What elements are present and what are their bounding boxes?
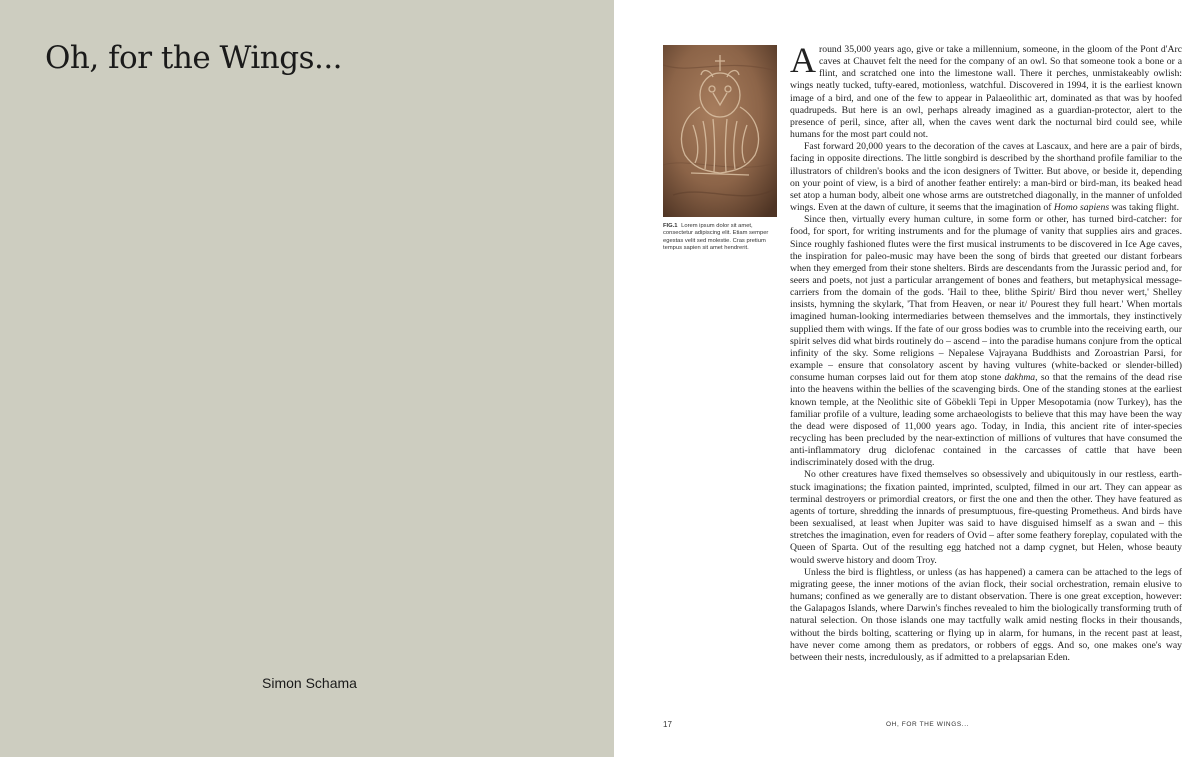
right-page: [614, 0, 1200, 757]
figure-label: FIG.1: [663, 223, 678, 229]
paragraph-3-text-b: so that the remains of the dead rise into the heavens within the bellies of the scavenging birds. One of the standing stones at the earliest known temple, at the Neolithic site of Göbekli Tepi in Upper Mesopotamia (now Turkey), has the familiar profile of a vulture, leading some archaeologists to believe that this may have been the way the dead were disposed of 11,000 years ago. Today, in India, this ancient rite of inter-species recycling has been precluded by the near-extinction of millions of vultures that have consumed the anti-inflammatory drug diclofenac contained in the carcasses of cattle that have been indiscriminately dosed with the drug.: [790, 372, 1182, 469]
cave-owl-engraving-image: [663, 45, 777, 217]
figure: [663, 45, 777, 253]
paragraph-3-italic: dakhma,: [1004, 372, 1038, 384]
drop-cap: A: [790, 40, 816, 80]
article-body: [790, 40, 1182, 664]
chapter-title: Oh, for the Wings...: [45, 40, 343, 76]
figure-caption-text: Lorem ipsum dolor sit amet, consectetur adipiscing elit. Etiam semper egestas velit sed molestie. Cras pretium tempus sapien sit amet hendrerit.: [663, 223, 769, 252]
figure-caption: [663, 223, 777, 253]
page-number: 17: [663, 720, 672, 729]
paragraph-3-text-a: Since then, virtually every human culture, in some form or other, has turned bird-catcher: for food, for sport, for writing instruments and for the plumage of vanity that supplies airs and graces. Since roughly fashioned flutes were the first musical instruments to be discovered in Ice Age caves, the inspiration for paleo-music may have been the song of birds that greeted our distant forbears when they emerged from their stone shelters. Birds are descendants from the Jurassic period and, for seers and poets, not just a particular arrangement of bones and feathers, but metaphysical message-carriers from the domain of the gods. 'Hail to thee, blithe Spirit/ Bird thou never wert,' Shelley insists, hymning the skylark, 'That from Heaven, or near it/ Pourest they full heart.' When mortals imagined human-looking intermediaries between themselves and the immortals, they instinctively supplied them with wings. If the fate of our gross bodies was to crumble into the receiving earth, our spirit selves did what birds routinely do – ascend – into the paradise humans conjure from the optical infinity of the sky. Some religions – Nepalese Vajrayana Buddhists and Zoroastrian Parsi, for example – ensure that consolatory ascent by having vultures (white-backed or slender-billed) consume human corpses laid out for them atop stone: [790, 214, 1182, 384]
paragraph-4: No other creatures have fixed themselves so obsessively and ubiquitously in our restless, earth-stuck imaginations; the fixation painted, imprinted, sculpted, filmed in our art. They can appear as terminal destroyers or primordial creators, or first the one and then the other. They have featured as agents of torture, shredding the innards of presumptuous, fire-questing Prometheus. And birds have been sexualised, at least when Jupiter was said to have disguised himself as a swan and – this stretches the imagination, even for readers of Ovid – after some feathery foreplay, copulated with the Queen of Sparta. Out of the resulting egg hatched not a damp cygnet, but Helen, whose beauty would swerve history and doom Troy.: [790, 469, 1182, 566]
author-name: Simon Schama: [262, 675, 357, 691]
paragraph-2-italic: Homo sapiens: [1053, 202, 1110, 214]
paragraph-3: [790, 214, 1182, 469]
paragraph-1-text: round 35,000 years ago, give or take a millennium, someone, in the gloom of the Pont d'Arc caves at Chauvet felt the need for the company of an owl. So that someone took a bone or a flint, and scratched one into the limestone wall. There it perches, unmistakeably owlish: wings neatly tucked, tufty-eared, motionless, watchful. Discovered in 1994, it is the earliest known image of a bird, and one of the few to appear in Palaeolithic art, dominated as that was by hoofed quadrupeds. But here is an owl, perhaps already imagined as a guardian-protector, alert to the presence of peril, since, after all, when the caves went dark the nocturnal bird could see, while humans for the most part could not.: [790, 44, 1182, 141]
paragraph-2-text-b: was taking flight.: [1109, 202, 1180, 214]
running-head: OH, FOR THE WINGS...: [886, 721, 970, 728]
paragraph-1: [790, 40, 1182, 141]
paragraph-5: Unless the bird is flightless, or unless (as has happened) a camera can be attached to the legs of migrating geese, the inner motions of the avian flock, their social orchestration, remain elusive to humans; confined as we generally are to distant observation. There is one great exception, however: the Galapagos Islands, where Darwin's finches revealed to him the biologically transforming truth of natural selection. On those islands one may tactfully walk amid nesting flocks in their thousands, without the birds bolting, scattering or flying up in alarm, for humans, in the recent past at least, have never come among them as predators, or robbers of eggs. And so, one makes one's way between their nests, incredulously, as if admitted to a prelapsarian Eden.: [790, 566, 1182, 663]
paragraph-2-text-a: Fast forward 20,000 years to the decoration of the caves at Lascaux, and here are a pair of birds, facing in opposite directions. The little songbird is described by the shorthand profile familiar to the illustrators of children's books and the icon designers of Twitter. But above, or beside it, depending on your point of view, is a bird of another feather entirely: a man-bird or bird-man, its beaked head set atop a human body, albeit one whose arms are outstretched diagonally, in the manner of unfolded wings. Even at the dawn of culture, it seems that the imagination of: [790, 141, 1182, 214]
paragraph-2: [790, 141, 1182, 214]
